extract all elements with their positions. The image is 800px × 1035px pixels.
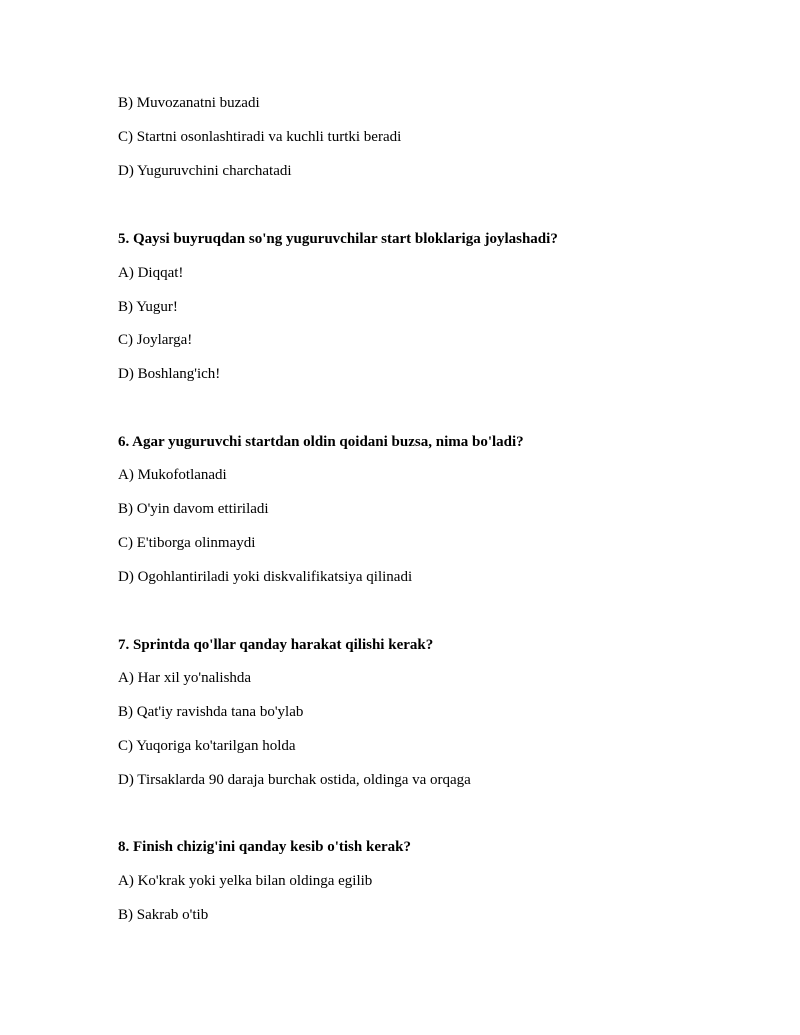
q5-question: 5. Qaysi buyruqdan so'ng yuguruvchilar start bloklariga joylashadi? xyxy=(118,231,558,247)
q7-option-c: C) Yuqoriga ko'tarilgan holda xyxy=(118,738,296,754)
q4-option-c: C) Startni osonlashtiradi va kuchli turtki beradi xyxy=(118,129,402,145)
q6-question: 6. Agar yuguruvchi startdan oldin qoidani buzsa, nima bo'ladi? xyxy=(118,434,524,450)
q7-option-a: A) Har xil yo'nalishda xyxy=(118,670,252,686)
q7-option-b: B) Qat'iy ravishda tana bo'ylab xyxy=(118,704,304,720)
q8-option-b: B) Sakrab o'tib xyxy=(118,907,209,923)
q7-option-d: D) Tirsaklarda 90 daraja burchak ostida, oldinga va orqaga xyxy=(118,772,471,788)
q5-option-d: D) Boshlang'ich! xyxy=(118,366,221,382)
q6-option-a: A) Mukofotlanadi xyxy=(118,467,227,483)
q6-option-b: B) O'yin davom ettiriladi xyxy=(118,501,269,517)
q5-option-a: A) Diqqat! xyxy=(118,265,184,281)
q6-option-c: C) E'tiborga olinmaydi xyxy=(118,535,256,551)
q8-option-a: A) Ko'krak yoki yelka bilan oldinga egilib xyxy=(118,873,373,889)
q5-option-b: B) Yugur! xyxy=(118,299,178,315)
q4-option-d: D) Yuguruvchini charchatadi xyxy=(118,163,292,179)
q8-question: 8. Finish chizig'ini qanday kesib o'tish kerak? xyxy=(118,839,411,855)
q6-option-d: D) Ogohlantiriladi yoki diskvalifikatsiya qilinadi xyxy=(118,569,413,585)
q4-option-b: B) Muvozanatni buzadi xyxy=(118,95,260,111)
q5-option-c: C) Joylarga! xyxy=(118,332,193,348)
q7-question: 7. Sprintda qo'llar qanday harakat qilishi kerak? xyxy=(118,637,434,653)
